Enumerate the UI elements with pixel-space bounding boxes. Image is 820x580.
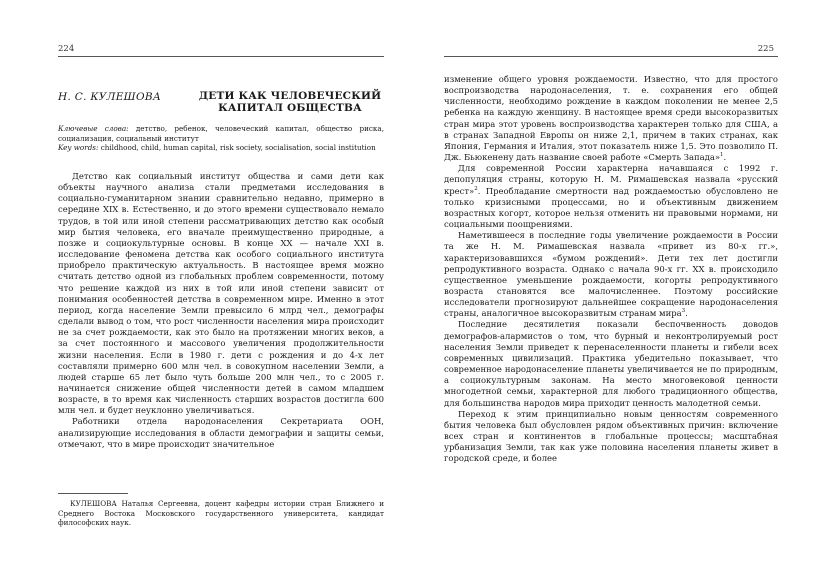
footnote-ref: 1 (720, 152, 724, 159)
keywords-block (58, 124, 384, 153)
left-page-number: 224 (58, 44, 75, 54)
paragraph-text: Наметившееся в последние годы увеличение рождаемости в России та же Н. М. Римашевская назвала «привет из 80-х гг.», характеризовавшихся «бумом рождений». Дети тех лет достигли репродуктивного возраста. Однако с начала 90-х гг. XX в. происходило существенное уменьшение рождаемости, когорты репродуктивного возраста становятся все малочисленнее. Поэтому российские исследователи прогнозируют дальнейшее сокращение народонаселения страны, аналогичное высокоразвитым странам мира (444, 230, 778, 319)
left-header-rule (58, 56, 384, 57)
footnote-ref: 2 (474, 185, 478, 192)
right-paragraph (444, 409, 778, 465)
right-body-text (444, 74, 778, 464)
right-paragraph (444, 319, 778, 408)
keywords-ru-text: детство, ребенок, человеческий капитал, общество риска, социализация, социальный институт (58, 124, 384, 143)
left-paragraph: Работники отдела народонаселения Секретариата ООН, анализирующие исследования в области демографии и защиты семьи, отмечают, что в мире происходит значительное (58, 416, 384, 449)
left-paragraph: Детство как социальный институт общества и сами дети как объекты научного анализа стали предметами исследования в социально-гуманитарном знании сравнительно недавно, примерно в середине XIX в. Естественно, и до этого времени существовало немало трудов, в той или иной степени рассматривающих детство как особый мир бытия человека, его вначале преимущественно природные, а позже и социокультурные основы. В конце XX — начале XXI в. исследование феномена детства как особого социального института приобрело практическую актуальность. В настоящее время можно считать детство одной из глобальных проблем современности, потому что решение каждой из них в той или иной степени зависит от понимания особенностей детства в современном мире. Именно в этот период, когда население Земли превысило 6 млрд чел., демографы сделали вывод о том, что рост численности населения мира происходит не за счет рождаемости, как это было на протяжении многих веков, а за счет постоянного и массового увеличения продолжительности жизни населения. Если в 1980 г. дети с рождения и до 4-х лет составляли примерно 600 млн чел. в совокупном населении Земли, а людей старше 65 лет было чуть больше 200 млн чел., то с 2005 г. начинается снижение общей численности детей в самом младшем возрасте, в то время как численность старших возрастов достигла 600 млн чел. и будет неуклонно увеличиваться. (58, 171, 384, 416)
paragraph-text: Для современной России характерна начавшаяся с 1992 г. депопуляция страны, которую Н. М. Римашевская назвала «русский крест» (444, 163, 778, 196)
keywords-en-label: Key words: (58, 143, 99, 153)
paragraph-tail: . (723, 152, 727, 163)
keywords-en-text: childhood, child, human capital, risk society, socialisation, social institution (98, 143, 376, 153)
paragraph-text: Переход к этим принципиально новым ценностям современного бытия человека был обусловлен рядом объективных причин: включение всех стран и континентов в глобальные процессы; масштабная урбанизация Земли, так как уже половина населения планеты живет в городской среде, и более (444, 408, 778, 464)
right-page (410, 0, 820, 580)
paragraph-text: Последние десятилетия показали беспочвенность доводов демографов-алармистов о том, что бурный и неконтролируемый рост населения Земли приведет к перенаселенности планеты и гибели всех современных цивилизаций. Практика убедительно показывает, что современное народонаселение планеты увеличивается не по природным, а социокультурным законам. На место многовековой ценности многодетной семьи, характерной для любого традиционного общества, для большинства народов мира приходит ценность малодетной семьи. (444, 319, 778, 408)
article-title: ДЕТИ КАК ЧЕЛОВЕЧЕСКИЙ КАПИТАЛ ОБЩЕСТВА (198, 90, 382, 114)
article-author: Н. С. КУЛЕШОВА (58, 91, 162, 103)
right-page-number: 225 (757, 44, 774, 54)
right-paragraph (444, 230, 778, 319)
keywords-ru (58, 124, 384, 143)
left-body-text (58, 171, 384, 450)
paragraph-text: изменение общего уровня рождаемости. Известно, что для простого воспроизводства народонаселения, т. е. сохранения его общей численности, необходимо рождение в каждом поколении не менее 2,5 ребенка на каждую женщину. В настоящее время среди высокоразвитых стран мира этот уровень воспроизводства характерен только для США, а в странах Западной Европы он ниже 2,1, причем в таких странах, как Япония, Германия и Италия, этот показатель ниже 1,5. Это позволило П. Дж. Бьюкенену дать название своей работе «Смерть Запада» (444, 74, 778, 163)
keywords-en (58, 143, 384, 153)
paragraph-tail: . Преобладание смертности над рождаемостью обусловлено не только кризисными процессами, но и объективным движением возрастных когорт, которое нельзя отменить ни правовыми нормами, ни социальными поощрениями. (444, 185, 778, 230)
right-header-rule (444, 56, 778, 57)
right-paragraph (444, 163, 778, 230)
author-footnote: КУЛЕШОВА Наталья Сергеевна, доцент кафедры истории стран Ближнего и Среднего Востока Московского государственного университета, кандидат философских наук. (58, 499, 384, 528)
paragraph-tail: . (685, 308, 688, 319)
keywords-ru-label: Ключевые слова: (58, 124, 129, 133)
footnote-ref: 3 (681, 308, 686, 315)
footnote-rule (58, 493, 128, 494)
right-paragraph (444, 74, 778, 163)
